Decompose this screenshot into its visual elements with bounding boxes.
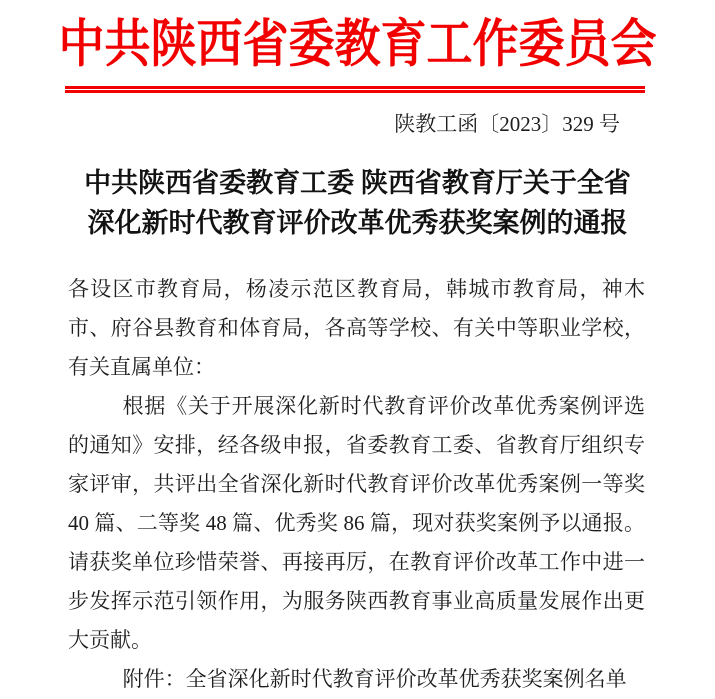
document-title-line-1: 中共陕西省委教育工委 陕西省教育厅关于全省 xyxy=(84,168,631,198)
document-title-line-2: 深化新时代教育评价改革优秀获奖案例的通报 xyxy=(87,208,628,238)
document-body xyxy=(68,270,645,699)
official-document-page xyxy=(0,10,715,691)
main-paragraph: 根据《关于开展深化新时代教育评价改革优秀案例评选的通知》安排，经各级申报，省委教育工委、省教育厅组织专家评审，共评出全省深化新时代教育评价改革优秀案例一等奖 40 篇、二等奖 48 篇、优秀奖 86 篇，现对获奖案例予以通报。请获奖单位珍惜荣誉、再接再厉，在教育评价改革工作中进一步发挥示范引领作用，为服务陕西教育事业高质量发展作出更大贡献。 xyxy=(68,394,645,652)
attachment-line: 附件：全省深化新时代教育评价改革优秀获奖案例名单 xyxy=(122,667,627,691)
document-title xyxy=(0,163,715,243)
letterhead-divider-line xyxy=(65,86,645,93)
recipients-paragraph: 各设区市教育局，杨凌示范区教育局，韩城市教育局，神木市、府谷县教育和体育局，各高等学校、有关中等职业学校，有关直属单位： xyxy=(68,277,645,379)
document-number: 陕教工函〔2023〕329 号 xyxy=(394,112,620,136)
letterhead-title: 中共陕西省委教育工作委员会 xyxy=(58,15,657,73)
